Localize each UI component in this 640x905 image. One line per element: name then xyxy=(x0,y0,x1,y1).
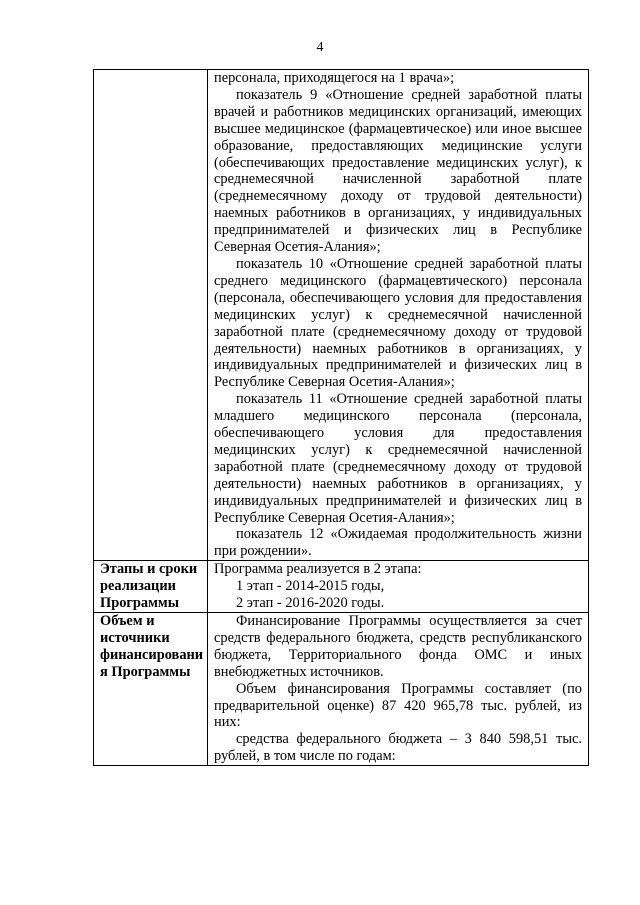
row-content xyxy=(208,70,589,561)
paragraph: показатель 10 «Отношение средней заработной платы среднего медицинского (фармацевтического) персонала (персонала, обеспечивающего условия для предоставления медицинских услуг) к среднемесячной начисленной заработной плате (среднемесячному доходу от трудовой деятельности) наемных работников в организациях, у индивидуальных предпринимателей и физических лиц в Республике Северная Осетия-Алания»; xyxy=(214,255,582,391)
row-content xyxy=(208,613,589,766)
page-number: 4 xyxy=(316,40,324,55)
table-row xyxy=(94,70,589,561)
paragraph: показатель 9 «Отношение средней заработной платы врачей и работников медицинских организаций, имеющих высшее медицинское (фармацевтическое) или иное высшее образование, предоставляющих медицинские услуги (обеспечивающих предоставление медицинских услуг), к среднемесячной начисленной заработной плате (среднемесячному доходу от трудовой деятельности) наемных работников в организациях, у индивидуальных предпринимателей и физических лиц в Республике Северная Осетия-Алания»; xyxy=(214,86,582,256)
row-label: Объем и источники финансировани я Программы xyxy=(94,613,208,766)
table-row xyxy=(94,613,589,766)
paragraph: персонала, приходящегося на 1 врача»; xyxy=(214,70,455,86)
paragraph: 1 этап - 2014-2015 годы, xyxy=(236,578,385,595)
paragraph: Программа реализуется в 2 этапа: xyxy=(214,561,422,578)
program-passport-table xyxy=(93,69,589,766)
paragraph: Объем финансирования Программы составляет (по предварительной оценке) 87 420 965,78 тыс. рублей, из них: xyxy=(214,680,582,731)
row-label: Этапы и сроки реализации Программы xyxy=(94,561,208,613)
paragraph: показатель 11 «Отношение средней заработной платы младшего медицинского персонала (персонала, обеспечивающего условия для предоставления медицинских услуг) к среднемесячной начисленной заработной плате (среднемесячному доходу от трудовой деятельности) наемных работников в организациях, у индивидуальных предпринимателей и физических лиц в Республике Северная Осетия-Алания»; xyxy=(214,391,582,526)
paragraph: средства федерального бюджета – 3 840 598,51 тыс. рублей, в том числе по годам: xyxy=(214,731,582,765)
table-row xyxy=(94,561,589,613)
row-content xyxy=(208,561,589,613)
paragraph: Финансирование Программы осуществляется за счет средств федерального бюджета, средств республиканского бюджета, Территориального фонда ОМС и иных внебюджетных источников. xyxy=(214,613,582,680)
paragraph: показатель 12 «Ожидаемая продолжительность жизни при рождении». xyxy=(214,526,582,560)
paragraph: 2 этап - 2016-2020 годы. xyxy=(236,595,385,612)
row-label xyxy=(94,70,208,561)
